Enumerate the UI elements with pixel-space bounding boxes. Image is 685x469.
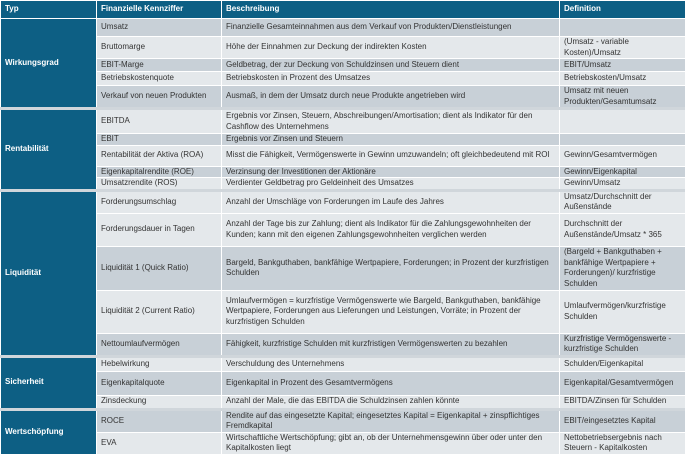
beschreibung-cell: Höhe der Einnahmen zur Deckung der indirekten Kosten (222, 37, 560, 59)
table-row (1, 190, 685, 213)
beschreibung-cell: Ausmaß, in dem der Umsatz durch neue Produkte angetrieben wird (222, 86, 560, 109)
kennziffer-cell: EVA (97, 432, 222, 454)
definition-cell: Eigenkapital/Gesamtvermögen (560, 371, 685, 395)
definition-cell: EBITDA/Zinsen für Schulden (560, 395, 685, 409)
definition-cell: Gewinn/Eigenkapital (560, 166, 685, 178)
beschreibung-cell: Ergebnis vor Zinsen, Steuern, Abschreibungen/Amortisation; dient als Indikator für den Cashflow des Unternehmens (222, 109, 560, 134)
type-cell: Wirkungsgrad (1, 19, 97, 109)
type-cell: Rentabilität (1, 109, 97, 191)
beschreibung-cell: Fähigkeit, kurzfristige Schulden mit kurzfristigen Vermögenswerten zu bezahlen (222, 333, 560, 356)
table-row (1, 59, 685, 72)
beschreibung-cell: Umlaufvermögen = kurzfristige Vermögenswerte wie Bargeld, Bankguthaben, bankfähige Wertpapiere, Forderungen aus Lieferungen und Leistungen, Vorräte; in Prozent der kurzfristigen Schulden (222, 290, 560, 333)
definition-cell: Schulden/Eigenkapital (560, 356, 685, 371)
beschreibung-cell: Verdienter Geldbetrag pro Geldeinheit des Umsatzes (222, 178, 560, 191)
kennziffer-cell: Zinsdeckung (97, 395, 222, 409)
beschreibung-cell: Verschuldung des Unternehmens (222, 356, 560, 371)
header-beschreibung: Beschreibung (222, 1, 560, 19)
definition-cell: Umlaufvermögen/kurzfristige Schulden (560, 290, 685, 333)
type-cell: Wertschöpfung (1, 409, 97, 454)
table-row (1, 134, 685, 146)
header-typ: Typ (1, 1, 97, 19)
table-row (1, 72, 685, 86)
definition-cell: Betriebskosten/Umsatz (560, 72, 685, 86)
beschreibung-cell: Anzahl der Umschläge von Forderungen im Laufe des Jahres (222, 190, 560, 213)
definition-cell: Durchschnitt der Außenstände/Umsatz * 365 (560, 213, 685, 246)
table-row (1, 333, 685, 356)
definition-cell: Nettobetriebsergebnis nach Steuern - Kapitalkosten (560, 432, 685, 454)
beschreibung-cell: Anzahl der Tage bis zur Zahlung; dient als Indikator für die Zahlungsgewohnheiten der Kunden; kann mit den eigenen Zahlungsgewohnheiten verglichen werden (222, 213, 560, 246)
kennziffer-cell: Bruttomarge (97, 37, 222, 59)
table-row (1, 178, 685, 191)
definition-cell (560, 109, 685, 134)
table-row (1, 145, 685, 166)
kennziffer-cell: Liquidität 2 (Current Ratio) (97, 290, 222, 333)
kennziffer-cell: Liquidität 1 (Quick Ratio) (97, 246, 222, 290)
beschreibung-cell: Bargeld, Bankguthaben, bankfähige Wertpapiere, Forderungen; in Prozent der kurzfristigen Schulden (222, 246, 560, 290)
beschreibung-cell: Misst die Fähigkeit, Vermögenswerte in Gewinn umzuwandeln; oft gleichbedeutend mit ROI (222, 145, 560, 166)
kennziffer-cell: Verkauf von neuen Produkten (97, 86, 222, 109)
table-row (1, 213, 685, 246)
table-row (1, 371, 685, 395)
table-row (1, 356, 685, 371)
beschreibung-cell: Verzinsung der Investitionen der Aktionäre (222, 166, 560, 178)
kennziffer-cell: Umsatzrendite (ROS) (97, 178, 222, 191)
beschreibung-cell: Finanzielle Gesamteinnahmen aus dem Verkauf von Produkten/Dienstleistungen (222, 19, 560, 37)
beschreibung-cell: Ergebnis vor Zinsen und Steuern (222, 134, 560, 146)
table-row (1, 86, 685, 109)
definition-cell: Gewinn/Gesamtvermögen (560, 145, 685, 166)
definition-cell: EBIT/Umsatz (560, 59, 685, 72)
definition-cell: Kurzfristige Vermögenswerte - kurzfristige Schulden (560, 333, 685, 356)
kennziffer-cell: EBITDA (97, 109, 222, 134)
beschreibung-cell: Geldbetrag, der zur Deckung von Schuldzinsen und Steuern dient (222, 59, 560, 72)
type-cell: Sicherheit (1, 356, 97, 409)
table-row (1, 290, 685, 333)
definition-cell (560, 19, 685, 37)
kennziffer-cell: Nettoumlaufvermögen (97, 333, 222, 356)
definition-cell: (Umsatz - variable Kosten)/Umsatz (560, 37, 685, 59)
kennziffer-cell: Forderungsumschlag (97, 190, 222, 213)
definition-cell: Umsatz/Durchschnitt der Außenstände (560, 190, 685, 213)
definition-cell: Umsatz mit neuen Produkten/Gesamtumsatz (560, 86, 685, 109)
table-row (1, 37, 685, 59)
definition-cell (560, 134, 685, 146)
kennziffer-cell: Eigenkapitalrendite (ROE) (97, 166, 222, 178)
beschreibung-cell: Anzahl der Male, die das EBITDA die Schuldzinsen zahlen könnte (222, 395, 560, 409)
type-cell: Liquidität (1, 190, 97, 356)
beschreibung-cell: Rendite auf das eingesetzte Kapital; eingesetztes Kapital = Eigenkapital + zinspflichtiges Fremdkapital (222, 409, 560, 432)
beschreibung-cell: Wirtschaftliche Wertschöpfung; gibt an, ob der Unternehmensgewinn über oder unter den Kapitalkosten liegt (222, 432, 560, 454)
definition-cell: EBIT/eingesetztes Kapital (560, 409, 685, 432)
beschreibung-cell: Eigenkapital in Prozent des Gesamtvermögens (222, 371, 560, 395)
header-definition: Definition (560, 1, 685, 19)
kennziffer-cell: Betriebskostenquote (97, 72, 222, 86)
table-row (1, 109, 685, 134)
definition-cell: (Bargeld + Bankguthaben + bankfähige Wertpapiere + Forderungen)/ kurzfristige Schulden (560, 246, 685, 290)
table-row (1, 246, 685, 290)
header-kennziffer: Finanzielle Kennziffer (97, 1, 222, 19)
table-header-row (1, 1, 685, 19)
table-row (1, 395, 685, 409)
kennziffer-cell: Forderungsdauer in Tagen (97, 213, 222, 246)
kennziffer-cell: Eigenkapitalquote (97, 371, 222, 395)
kennziffer-cell: EBIT (97, 134, 222, 146)
definition-cell: Gewinn/Umsatz (560, 178, 685, 191)
beschreibung-cell: Betriebskosten in Prozent des Umsatzes (222, 72, 560, 86)
table-row (1, 19, 685, 37)
table-row (1, 166, 685, 178)
kennziffer-cell: EBIT-Marge (97, 59, 222, 72)
kennziffer-cell: Umsatz (97, 19, 222, 37)
kennziffer-cell: Hebelwirkung (97, 356, 222, 371)
table-row (1, 432, 685, 454)
kennziffer-cell: Rentabilität der Aktiva (ROA) (97, 145, 222, 166)
kennziffer-cell: ROCE (97, 409, 222, 432)
table-row (1, 409, 685, 432)
